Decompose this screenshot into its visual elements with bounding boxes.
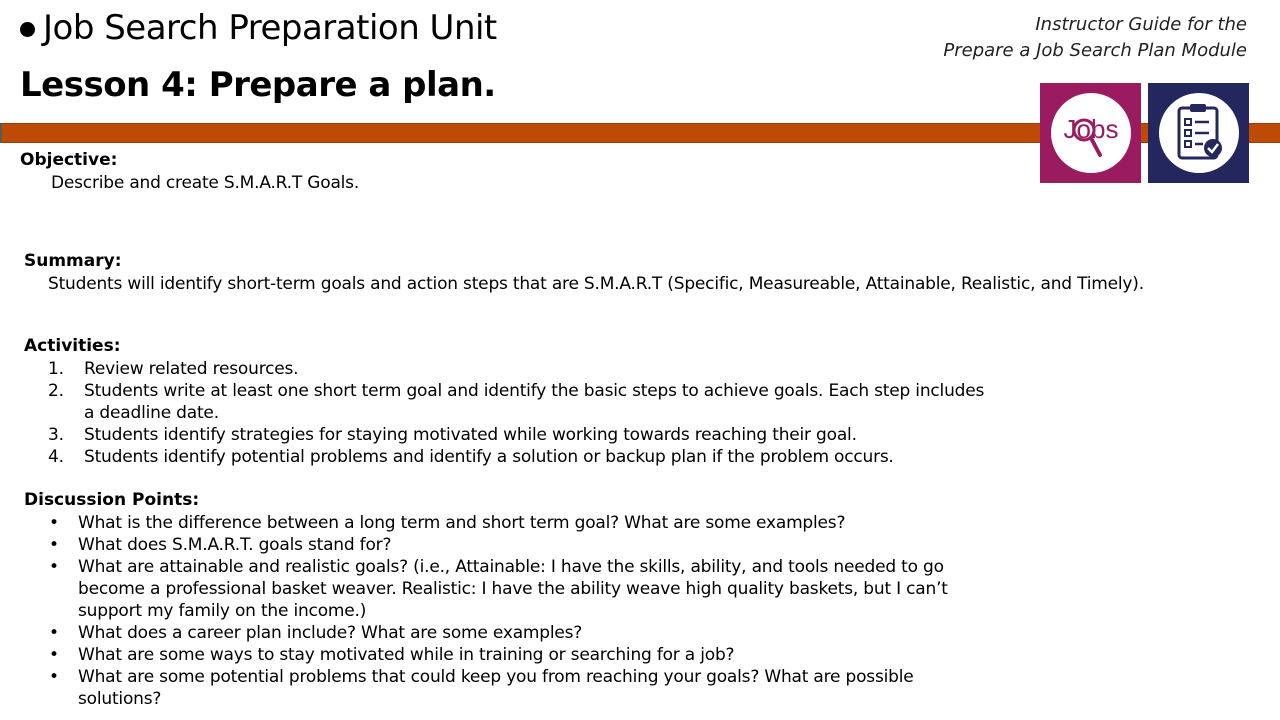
summary-text: Students will identify short-term goals and action steps that are S.M.A.R.T (Specific, Measureable, Attainable, Realistic, and Timely). bbox=[48, 274, 1144, 294]
discussion-item bbox=[48, 644, 948, 666]
activity-text-line: Students write at least one short term goal and identify the basic steps to achieve goals. Each step includes bbox=[84, 381, 985, 401]
discussion-label: Discussion Points: bbox=[24, 490, 200, 510]
bullet-icon: • bbox=[49, 535, 59, 555]
activity-text-line: Review related resources. bbox=[84, 359, 299, 379]
clipboard-checklist-icon bbox=[1171, 102, 1227, 164]
lesson-title: Lesson 4: Prepare a plan. bbox=[20, 65, 496, 105]
activity-text-line: a deadline date. bbox=[84, 403, 219, 423]
discussion-item bbox=[48, 622, 948, 644]
jobs-logo-text: Jobs bbox=[1063, 114, 1118, 144]
activity-number: 1. bbox=[48, 359, 64, 379]
activity-item bbox=[48, 358, 984, 380]
bullet-icon: • bbox=[49, 513, 59, 533]
activity-number: 4. bbox=[48, 447, 64, 467]
unit-title bbox=[20, 6, 497, 50]
activity-item bbox=[48, 380, 984, 424]
activity-number: 3. bbox=[48, 425, 64, 445]
discussion-item bbox=[48, 556, 948, 622]
discussion-text-line: What does a career plan include? What are some examples? bbox=[78, 623, 583, 643]
discussion-item bbox=[48, 534, 948, 556]
activities-label: Activities: bbox=[24, 336, 121, 356]
bullet-icon: • bbox=[49, 623, 59, 643]
guide-line-2: Prepare a Job Search Plan Module bbox=[943, 40, 1247, 61]
discussion-item bbox=[48, 512, 948, 534]
objective-text: Describe and create S.M.A.R.T Goals. bbox=[51, 173, 360, 193]
jobs-logo-circle bbox=[1051, 93, 1131, 173]
discussion-item bbox=[48, 666, 948, 710]
activity-number: 2. bbox=[48, 381, 64, 401]
discussion-text-line: solutions? bbox=[78, 689, 162, 709]
jobs-magnifier-icon bbox=[1054, 103, 1128, 163]
discussion-text-line: What are attainable and realistic goals? (i.e., Attainable: I have the skills, ability, and tools needed to go bbox=[78, 557, 944, 577]
activity-text-line: Students identify strategies for staying motivated while working towards reaching their goal. bbox=[84, 425, 857, 445]
bullet-icon: • bbox=[49, 557, 59, 577]
bullet-icon: • bbox=[49, 667, 59, 687]
instructor-guide-caption bbox=[827, 12, 1247, 64]
discussion-text-line: support my family on the income.) bbox=[78, 601, 367, 621]
divider-notch bbox=[0, 123, 2, 143]
activity-item bbox=[48, 446, 984, 468]
plan-checklist-circle bbox=[1159, 93, 1239, 173]
discussion-text-line: What are some potential problems that could keep you from reaching your goals? What are possible bbox=[78, 667, 914, 687]
discussion-list bbox=[48, 512, 948, 710]
discussion-text-line: What are some ways to stay motivated while in training or searching for a job? bbox=[78, 645, 735, 665]
discussion-text-line: become a professional basket weaver. Realistic: I have the ability weave high quality baskets, but I can’t bbox=[78, 579, 948, 599]
summary-label: Summary: bbox=[24, 251, 122, 271]
objective-label: Objective: bbox=[20, 150, 118, 170]
discussion-text-line: What does S.M.A.R.T. goals stand for? bbox=[78, 535, 392, 555]
plan-checklist-tile bbox=[1148, 83, 1249, 183]
discussion-text-line: What is the difference between a long term and short term goal? What are some examples? bbox=[78, 513, 846, 533]
title-bullet bbox=[20, 22, 35, 37]
activities-list bbox=[48, 358, 984, 468]
unit-title-text: Job Search Preparation Unit bbox=[43, 8, 497, 48]
activity-item bbox=[48, 424, 984, 446]
bullet-icon: • bbox=[49, 645, 59, 665]
jobs-logo-tile bbox=[1040, 83, 1141, 183]
activity-text-line: Students identify potential problems and identify a solution or backup plan if the problem occurs. bbox=[84, 447, 894, 467]
guide-line-1: Instructor Guide for the bbox=[1035, 14, 1247, 35]
